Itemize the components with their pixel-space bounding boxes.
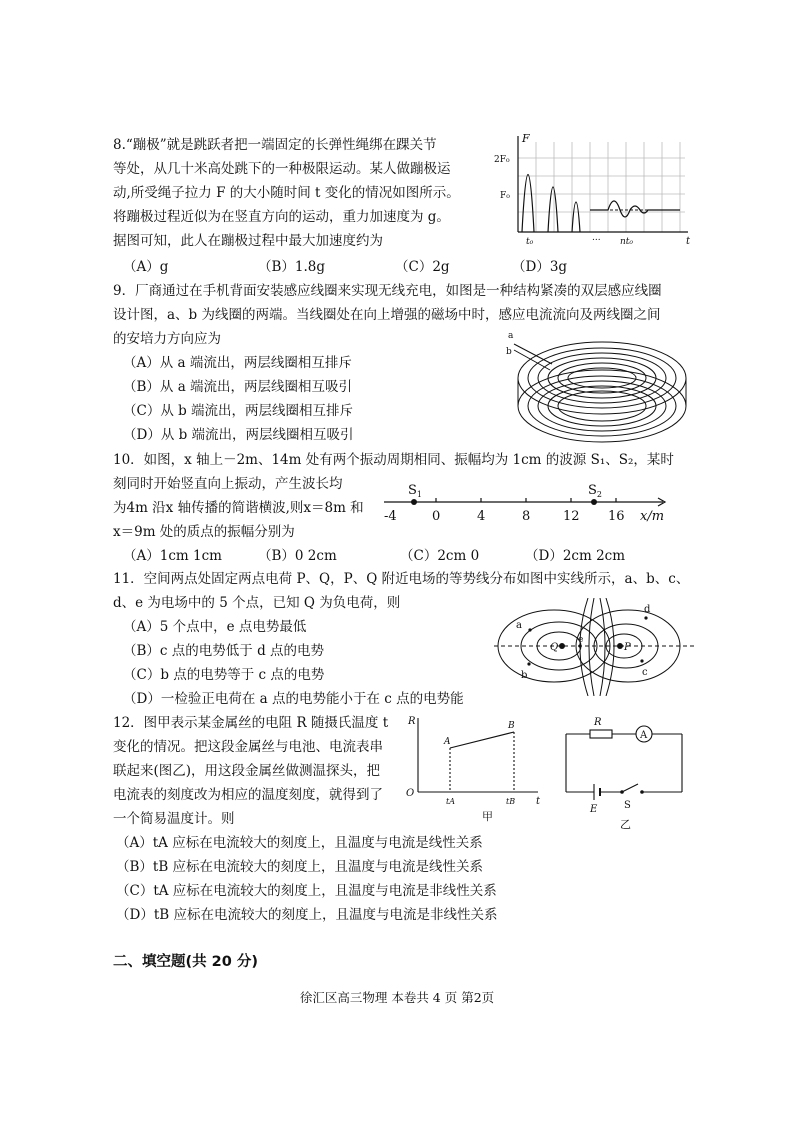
q11-charge-p xyxy=(617,643,623,649)
q10-line-1: 10．如图，x 轴上－2m、14m 处有两个振动周期相同、振幅均为 1cm 的波源 S₁、S₂，某时 xyxy=(113,452,674,468)
q8-line-1: 8.“蹦极”就是跳跃者把一端固定的长弹性绳绑在踝关节 xyxy=(113,137,437,153)
q10-option-a[interactable]: （A）1cm 1cm xyxy=(123,548,222,564)
q12-line-2: 变化的情况。把这段金属丝与电池、电流表串 xyxy=(113,739,383,755)
q11-line-1: 11．空间两点处固定两点电荷 P、Q，P、Q 附近电场的等势线分布如图中实线所示，a、b、c、 xyxy=(113,571,690,587)
q12-ammeter-label: A xyxy=(640,730,648,741)
q10-s1-dot xyxy=(411,499,417,505)
q9-line-1: 9．厂商通过在手机背面安装感应线圈来实现无线充电，如图是一种结构紧凑的双层感应线圈 xyxy=(113,283,662,299)
q10-s2-dot xyxy=(591,499,597,505)
q12-circuit-caption: 乙 xyxy=(620,818,631,830)
q11-option-b[interactable]: （B）c 点的电势低于 d 点的电势 xyxy=(123,643,324,659)
q11-label-e: e xyxy=(578,635,584,645)
q10-tick-label: 0 xyxy=(432,509,441,524)
q10-tick-label: 4 xyxy=(477,509,486,524)
q12-graph-tick-tb: tB xyxy=(506,797,516,806)
q9-coil-figure xyxy=(502,326,692,444)
q9-option-d[interactable]: （D）从 b 端流出，两层线圈相互吸引 xyxy=(123,427,354,443)
q11-option-d[interactable]: （D）一检验正电荷在 a 点的电势能小于在 c 点的电势能 xyxy=(123,691,464,707)
q10-axis-figure xyxy=(378,482,688,528)
page-footer: 徐汇区高三物理 本卷共 4 页 第2页 xyxy=(299,990,495,1005)
q10-line-4: x＝9m 处的质点的振幅分别为 xyxy=(113,524,295,540)
q11-label-d: d xyxy=(644,604,651,615)
q12-option-d[interactable]: （D）tB 应标在电流较大的刻度上，且温度与电流是非线性关系 xyxy=(116,907,498,923)
q9-option-c[interactable]: （C）从 b 端流出，两层线圈相互排斥 xyxy=(123,403,354,419)
q8-tick-2f0: 2F₀ xyxy=(494,155,510,165)
q9-option-b[interactable]: （B）从 a 端流出，两层线圈相互吸引 xyxy=(123,379,353,395)
section-2-heading: 二、填空题(共 20 分) xyxy=(113,954,259,970)
q11-label-b: b xyxy=(521,670,528,681)
q11-equipotential-figure xyxy=(494,598,694,696)
q12-line-4: 电流表的刻度改为相应的温度刻度，就得到了 xyxy=(113,787,383,803)
q12-option-b[interactable]: （B）tB 应标在电流较大的刻度上，且温度与电流是线性关系 xyxy=(116,859,484,875)
q10-tick-label: 16 xyxy=(608,509,625,524)
q9-option-a[interactable]: （A）从 a 端流出，两层线圈相互排斥 xyxy=(123,355,352,371)
q9-label-b: b xyxy=(506,347,512,357)
q8-line-3: 动,所受绳子拉力 F 的大小随时间 t 变化的情况如图所示。 xyxy=(113,185,460,201)
q8-line-2: 等处，从几十米高处跳下的一种极限运动。某人做蹦极运 xyxy=(113,161,451,177)
q12-graph-t-label: t xyxy=(536,796,541,807)
q10-tick-label: 12 xyxy=(563,509,580,524)
q8-x-axis-label: t xyxy=(686,236,691,247)
q8-line-5: 据图可知，此人在蹦极过程中最大加速度约为 xyxy=(113,233,383,249)
q12-line-5: 一个简易温度计。则 xyxy=(113,811,235,827)
q12-line-3: 联起来(图乙)，用这段金属丝做测温探头，把 xyxy=(113,763,381,779)
q11-option-c[interactable]: （C）b 点的电势等于 c 点的电势 xyxy=(123,667,325,683)
q12-graph-origin: O xyxy=(406,788,415,799)
q8-option-b[interactable]: （B）1.8g xyxy=(258,259,326,275)
q12-option-c[interactable]: （C）tA 应标在电流较大的刻度上，且温度与电流是非线性关系 xyxy=(116,883,497,899)
q11-label-q: Q xyxy=(550,642,559,653)
q11-line-2: d、e 为电场中的 5 个点，已知 Q 为负电荷，则 xyxy=(113,595,401,611)
q12-circuit-s-label: S xyxy=(624,800,631,811)
q8-option-a[interactable]: （A）g xyxy=(123,259,169,275)
q12-graph-point-b: B xyxy=(508,721,515,731)
q12-circuit-figure xyxy=(560,712,690,830)
q10-line-2: 刻同时开始竖直向上振动，产生波长均 xyxy=(113,476,343,492)
q10-s1-label: $S_1$ xyxy=(408,483,422,499)
q10-option-b[interactable]: （B）0 2cm xyxy=(258,548,337,564)
q12-graph-point-a: A xyxy=(444,737,451,747)
q12-circuit-e-label: E xyxy=(590,804,598,815)
q8-option-c[interactable]: （C）2g xyxy=(395,259,450,275)
q8-line-4: 将蹦极过程近似为在竖直方向的运动，重力加速度为 g。 xyxy=(113,209,450,225)
q12-line-1: 12．图甲表示某金属丝的电阻 R 随摄氏温度 t xyxy=(113,715,389,731)
q8-tick-dots: ... xyxy=(592,233,601,243)
q10-tick-label: 8 xyxy=(522,509,531,524)
q9-line-3: 的安培力方向应为 xyxy=(113,331,221,347)
q8-tick-nt0: nt₀ xyxy=(620,237,634,247)
q12-resistance-graph xyxy=(402,712,550,824)
q8-tick-f0: F₀ xyxy=(500,191,510,201)
q10-option-d[interactable]: （D）2cm 2cm xyxy=(525,548,626,564)
q11-label-p: P xyxy=(624,642,631,653)
q12-graph-tick-ta: tA xyxy=(446,797,455,806)
q10-option-c[interactable]: （C）2cm 0 xyxy=(400,548,480,564)
q8-force-time-figure xyxy=(490,132,695,250)
q11-charge-q xyxy=(559,643,565,649)
q10-axis-unit: x/m xyxy=(640,509,665,524)
q10-line-3: 为4m 沿x 轴传播的简谐横波,则x＝8m 和 xyxy=(113,500,364,516)
q10-s2-label: $S_2$ xyxy=(588,483,602,499)
q12-circuit-r-label: R xyxy=(594,717,602,728)
q8-tick-t0: t₀ xyxy=(526,237,534,247)
q8-option-d[interactable]: （D）3g xyxy=(512,259,568,275)
q12-graph-r-label: R xyxy=(408,716,416,727)
q10-tick-label: -4 xyxy=(384,509,397,524)
q9-line-2: 设计图，a、b 为线圈的两端。当线圈处在向上增强的磁场中时，感应电流流向及两线圈之间 xyxy=(113,307,661,323)
q11-label-c: c xyxy=(642,667,648,678)
q11-label-a: a xyxy=(516,620,522,631)
q12-graph-caption: 甲 xyxy=(482,810,493,823)
q11-option-a[interactable]: （A）5 个点中，e 点电势最低 xyxy=(123,619,307,635)
q8-y-axis-label: F xyxy=(522,132,530,145)
q12-option-a[interactable]: （A）tA 应标在电流较大的刻度上，且温度与电流是线性关系 xyxy=(116,835,483,851)
q9-label-a: a xyxy=(508,331,514,341)
